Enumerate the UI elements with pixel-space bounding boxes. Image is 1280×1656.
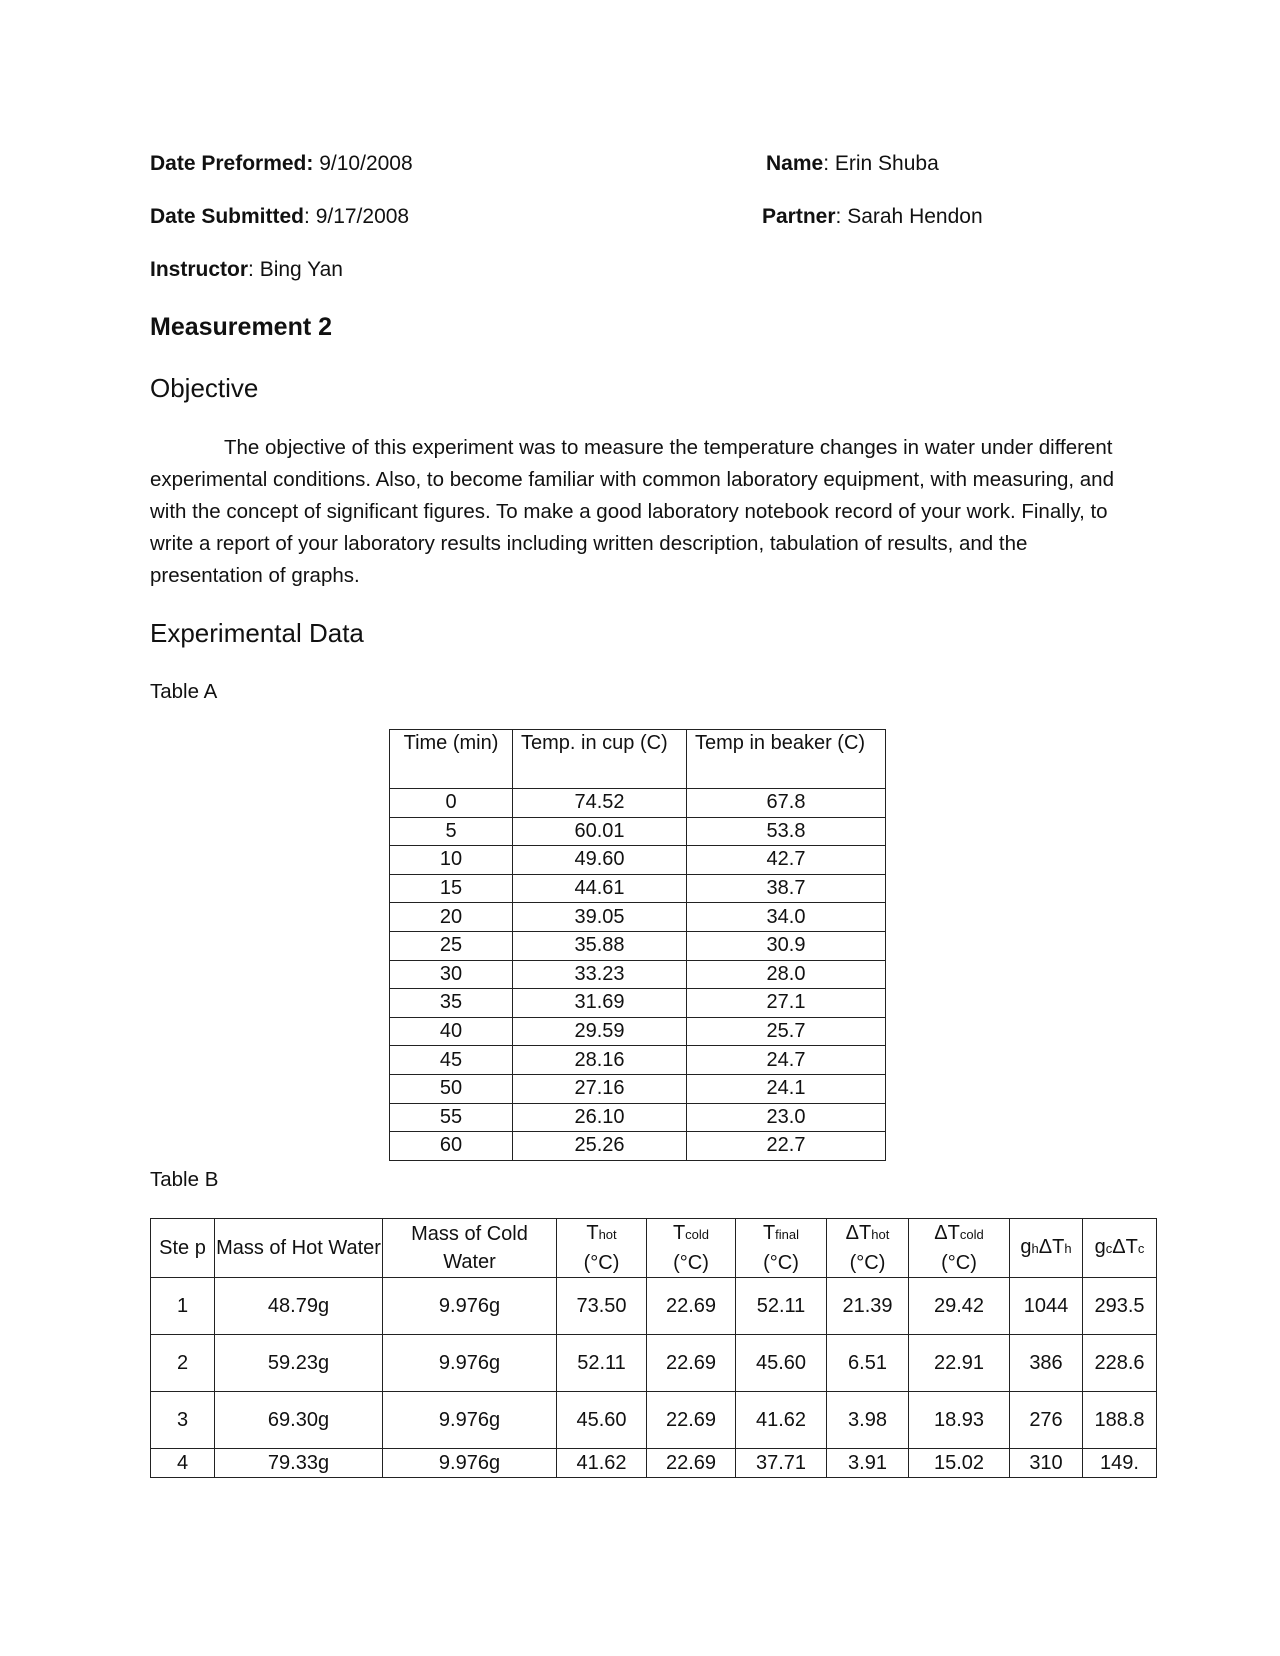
objective-heading: Objective [150,373,259,403]
table-b-cell-dt-cold: 18.93 [909,1392,1010,1449]
table-a-cell-beaker-temp: 24.1 [687,1074,886,1103]
date-submitted-value: 9/17/2008 [315,205,410,228]
table-a-cell-beaker-temp: 25.7 [687,1017,886,1046]
table-b-cell-mass-hot: 79.33g [215,1449,383,1478]
table-a-cell-cup-temp: 74.52 [513,789,687,818]
table-a-cell-cup-temp: 33.23 [513,960,687,989]
table-a-cell-time: 40 [390,1017,513,1046]
table-a-cell-beaker-temp: 67.8 [687,789,886,818]
table-row [390,931,886,960]
document-title: Measurement 2 [150,313,333,341]
table-b-header-step: Ste p [151,1219,215,1278]
table-b-cell-gh-dth: 1044 [1010,1278,1083,1335]
table-row [390,789,886,818]
table-b-header-mass-hot: Mass of Hot Water [215,1219,383,1278]
table-b-header-t-cold: Tcold (°C) [647,1219,736,1278]
table-a-cell-beaker-temp: 22.7 [687,1132,886,1161]
partner-field: Partner: Sarah Hendon [762,205,983,228]
table-a-cell-beaker-temp: 24.7 [687,1046,886,1075]
table-b-cell-mass-cold: 9.976g [383,1335,557,1392]
table-b-cell-t-cold: 22.69 [647,1278,736,1335]
table-a-cell-cup-temp: 27.16 [513,1074,687,1103]
table-b-cell-dt-hot: 6.51 [827,1335,909,1392]
partner-label: Partner [762,205,836,228]
table-b-cell-t-hot: 73.50 [557,1278,647,1335]
objective-paragraph: The objective of this experiment was to measure the temperature changes in water under different experimental conditions. Also, to become familiar with common laboratory equipment, with measuring, and with the concept of significant figures. To make a good laboratory notebook record of your work. Finally, to write a report of your laboratory results including written description, tabulation of results, and the presentation of graphs. [150,436,1114,587]
table-row [390,1132,886,1161]
table-b-cell-dt-cold: 29.42 [909,1278,1010,1335]
table-b-cell-gh-dth: 276 [1010,1392,1083,1449]
table-a-cell-time: 55 [390,1103,513,1132]
table-a-cell-beaker-temp: 42.7 [687,846,886,875]
table-a-cell-time: 30 [390,960,513,989]
table-a-cell-cup-temp: 44.61 [513,874,687,903]
table-a-cell-time: 15 [390,874,513,903]
table-b-cell-step: 2 [151,1335,215,1392]
table-b-cell-t-final: 52.11 [736,1278,827,1335]
table-a-cell-cup-temp: 35.88 [513,931,687,960]
table-a-cell-cup-temp: 29.59 [513,1017,687,1046]
table-a-cell-time: 10 [390,846,513,875]
partner-value: Sarah Hendon [847,205,983,228]
date-performed-value: 9/10/2008 [319,152,413,175]
table-b-cell-mass-hot: 48.79g [215,1278,383,1335]
table-a-cell-beaker-temp: 28.0 [687,960,886,989]
table-a-cell-cup-temp: 28.16 [513,1046,687,1075]
table-a-cell-time: 35 [390,989,513,1018]
table-a-header-time: Time (min) [390,730,513,789]
table-b-cell-gc-dtc: 228.6 [1083,1335,1157,1392]
table-b-cell-t-final: 37.71 [736,1449,827,1478]
table-b-cell-dt-hot: 3.91 [827,1449,909,1478]
name-label: Name [766,152,824,175]
table-row [390,1103,886,1132]
table-a-cell-time: 50 [390,1074,513,1103]
table-b-cell-mass-cold: 9.976g [383,1449,557,1478]
table-a-cell-cup-temp: 26.10 [513,1103,687,1132]
date-submitted-field: Date Submitted: 9/17/2008 [150,205,410,228]
table-b-header-t-final: Tfinal (°C) [736,1219,827,1278]
table-a-cell-beaker-temp: 23.0 [687,1103,886,1132]
instructor-field: Instructor: Bing Yan [150,258,343,281]
date-performed-field: Date Preformed: 9/10/2008 [150,152,413,175]
table-b-cell-step: 4 [151,1449,215,1478]
table-a-cell-cup-temp: 60.01 [513,817,687,846]
table-b-cell-t-cold: 22.69 [647,1449,736,1478]
table-a-cell-cup-temp: 49.60 [513,846,687,875]
table-row [151,1392,1157,1449]
date-performed-label: Date Preformed [150,152,307,175]
table-a-cell-beaker-temp: 34.0 [687,903,886,932]
table-b-cell-t-hot: 41.62 [557,1449,647,1478]
table-b-header-gh-dth: ghΔTh [1010,1219,1083,1278]
table-a-header-row [390,730,886,789]
table-b-cell-gc-dtc: 188.8 [1083,1392,1157,1449]
table-b-cell-t-hot: 45.60 [557,1392,647,1449]
experimental-data-heading: Experimental Data [150,618,364,648]
table-b-cell-mass-hot: 59.23g [215,1335,383,1392]
table-row [151,1335,1157,1392]
table-a-cell-beaker-temp: 30.9 [687,931,886,960]
table-b-cell-step: 3 [151,1392,215,1449]
table-row [390,874,886,903]
table-b-caption: Table B [150,1168,219,1191]
table-b-cell-dt-hot: 21.39 [827,1278,909,1335]
table-b-cell-mass-cold: 9.976g [383,1392,557,1449]
table-a-cell-time: 60 [390,1132,513,1161]
table-row [390,817,886,846]
table-a-cell-time: 45 [390,1046,513,1075]
table-row [151,1278,1157,1335]
table-a-cell-cup-temp: 31.69 [513,989,687,1018]
table-a-body [390,789,886,1161]
table-a-header-beaker: Temp in beaker (C) [687,730,886,789]
table-b-header-mass-cold: Mass of Cold Water [383,1219,557,1278]
table-b-cell-mass-cold: 9.976g [383,1278,557,1335]
name-field: Name: Erin Shuba [766,152,939,175]
table-b-header-gc-dtc: gcΔTc [1083,1219,1157,1278]
table-b-cell-mass-hot: 69.30g [215,1392,383,1449]
table-b-header-t-hot: Thot (°C) [557,1219,647,1278]
instructor-label: Instructor [150,258,249,281]
table-row [390,960,886,989]
table-b-cell-dt-hot: 3.98 [827,1392,909,1449]
table-a-cell-time: 0 [390,789,513,818]
table-a-cell-time: 25 [390,931,513,960]
table-b-cell-t-final: 41.62 [736,1392,827,1449]
table-b-header-row [151,1219,1157,1278]
table-row [390,1046,886,1075]
table-a-cell-time: 20 [390,903,513,932]
table-b-cell-t-final: 45.60 [736,1335,827,1392]
table-b-cell-gc-dtc: 293.5 [1083,1278,1157,1335]
table-a-cell-beaker-temp: 53.8 [687,817,886,846]
table-b-cell-gh-dth: 310 [1010,1449,1083,1478]
table-row [390,903,886,932]
table-a-cell-beaker-temp: 38.7 [687,874,886,903]
table-b-cell-dt-cold: 22.91 [909,1335,1010,1392]
table-b-cell-step: 1 [151,1278,215,1335]
table-a-cell-cup-temp: 25.26 [513,1132,687,1161]
table-b-header-dt-hot: ΔThot (°C) [827,1219,909,1278]
table-row [390,846,886,875]
table-a-header-cup: Temp. in cup (C) [513,730,687,789]
table-b [150,1218,1157,1478]
table-a-cell-time: 5 [390,817,513,846]
table-b-cell-gh-dth: 386 [1010,1335,1083,1392]
table-a [389,729,886,1161]
date-submitted-label: Date Submitted [150,205,305,228]
table-b-body [151,1278,1157,1478]
table-b-cell-t-hot: 52.11 [557,1335,647,1392]
table-a-cell-cup-temp: 39.05 [513,903,687,932]
table-row [390,989,886,1018]
table-row [151,1449,1157,1478]
table-b-cell-gc-dtc: 149. [1083,1449,1157,1478]
table-a-caption: Table A [150,680,218,703]
table-b-cell-dt-cold: 15.02 [909,1449,1010,1478]
table-b-cell-t-cold: 22.69 [647,1335,736,1392]
table-b-cell-t-cold: 22.69 [647,1392,736,1449]
table-a-cell-beaker-temp: 27.1 [687,989,886,1018]
table-b-header-dt-cold: ΔTcold (°C) [909,1219,1010,1278]
instructor-value: Bing Yan [259,258,343,281]
table-row [390,1074,886,1103]
table-row [390,1017,886,1046]
name-value: Erin Shuba [834,152,939,175]
